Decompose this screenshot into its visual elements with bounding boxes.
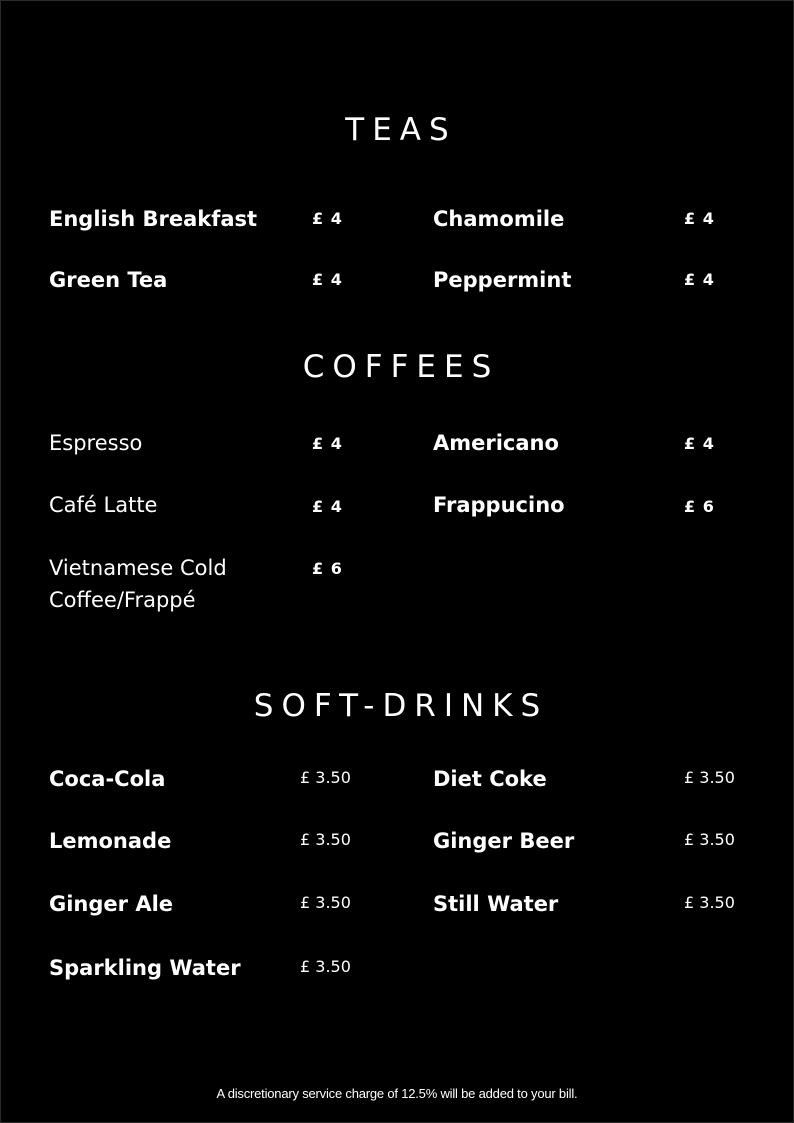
menu-item-price: £ 4 (312, 209, 343, 228)
soft-drinks-heading: SOFT-DRINKS (253, 688, 549, 724)
menu-item-price: £ 3.50 (300, 768, 351, 787)
menu-item-name-line1: Vietnamese Cold (49, 556, 227, 580)
menu-item-price: £ 4 (312, 270, 343, 289)
menu-item-name: Ginger Beer (433, 829, 575, 853)
menu-item-price: £ 6 (684, 497, 715, 516)
menu-item-price: £ 3.50 (684, 893, 735, 912)
menu-item-name: Chamomile (433, 207, 565, 231)
coffees-heading: COFFEES (302, 349, 500, 385)
menu-item-name: Still Water (433, 892, 559, 916)
teas-heading: TEAS (345, 112, 457, 148)
menu-item-name: Peppermint (433, 268, 572, 292)
menu-item-name: Green Tea (49, 268, 168, 292)
menu-item-name: Lemonade (49, 829, 172, 853)
menu-item-name: Coca-Cola (49, 767, 166, 791)
menu-item-price: £ 4 (684, 209, 715, 228)
menu-item-price: £ 3.50 (300, 830, 351, 849)
menu-item-name: Sparkling Water (49, 956, 241, 980)
menu-item-price: £ 4 (684, 434, 715, 453)
menu-item-price: £ 4 (312, 497, 343, 516)
menu-item-name-line2: Coffee/Frappé (49, 588, 196, 612)
menu-item-name: Americano (433, 431, 559, 455)
menu-item-name: Ginger Ale (49, 892, 174, 916)
menu-item-price: £ 3.50 (684, 768, 735, 787)
menu-item-name: Espresso (49, 431, 143, 455)
menu-item-name: Frappucino (433, 493, 565, 517)
menu-item-price: £ 4 (684, 270, 715, 289)
menu-item-name: Café Latte (49, 493, 158, 517)
menu-item-price: £ 4 (312, 434, 343, 453)
service-charge-note: A discretionary service charge of 12.5% will be added to your bill. (216, 1086, 578, 1101)
menu-item-price: £ 3.50 (684, 830, 735, 849)
menu-item-price: £ 3.50 (300, 893, 351, 912)
menu-item-name: Diet Coke (433, 767, 547, 791)
menu-item-price: £ 6 (312, 559, 343, 578)
menu-item-price: £ 3.50 (300, 957, 351, 976)
menu-item-name: English Breakfast (49, 207, 258, 231)
